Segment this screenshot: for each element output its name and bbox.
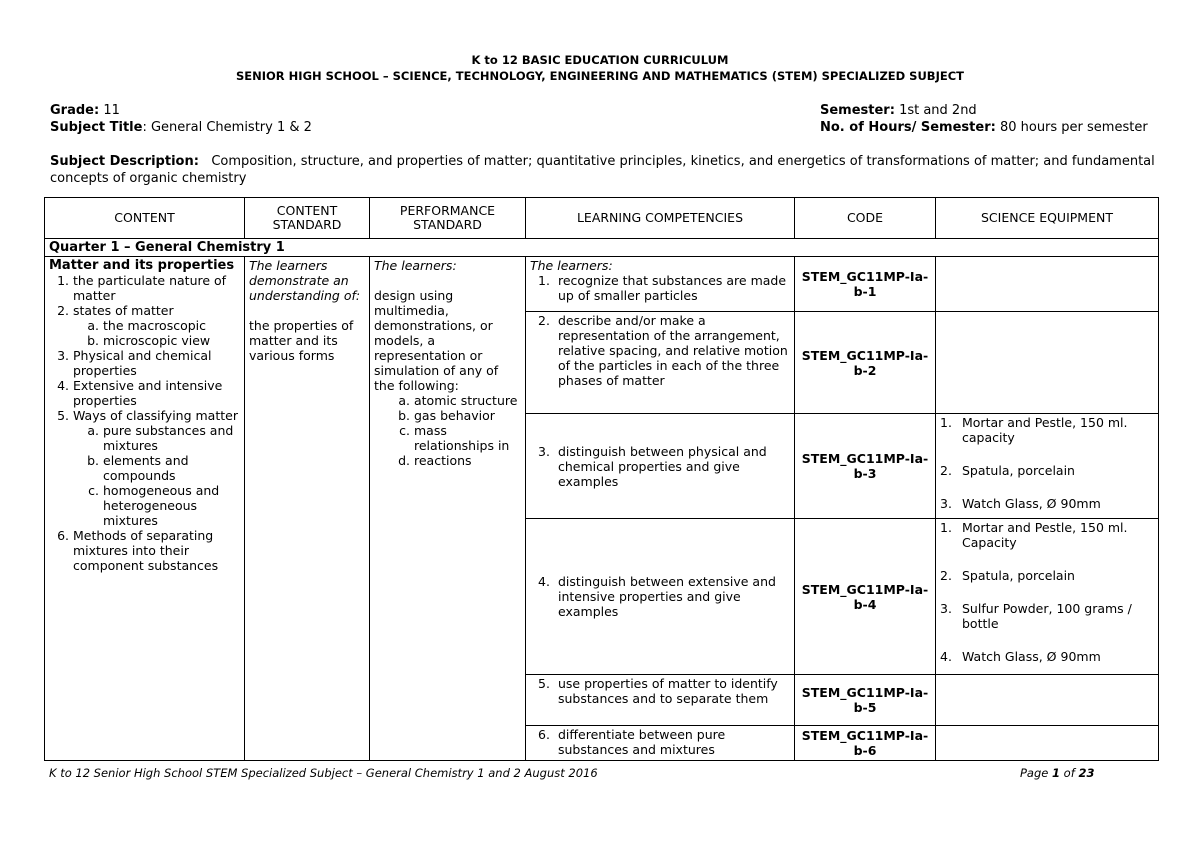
table-header-row: [45, 198, 1159, 239]
hours-label: No. of Hours/ Semester:: [820, 120, 996, 135]
content-item: 4. Extensive and intensive properties: [73, 378, 240, 408]
equipment-item: Watch Glass, Ø 90mm: [962, 649, 1101, 664]
semester-line: [820, 103, 977, 118]
equipment-cell: [936, 675, 1159, 726]
performance-standard-body: design using multimedia, demonstrations, or models, a representation or simulation of any of the following:: [374, 288, 499, 393]
equipment-cell: [936, 414, 1159, 519]
competency-text: use properties of matter to identify substances and to separate them: [558, 676, 778, 706]
page-number: Page 1 of 23: [1020, 766, 1095, 780]
performance-standard-cell: [370, 257, 526, 761]
competency-text: describe and/or make a representation of the arrangement, relative spacing, and relative motion of the particles in each of the three phases of matter: [558, 313, 788, 388]
content-item: 1. the particulate nature of matter: [73, 273, 240, 303]
content-subitem: c. homogeneous and heterogeneous mixtures: [103, 483, 240, 528]
competency-number: 4.: [538, 574, 550, 589]
competency-cell: [526, 519, 795, 675]
equipment-number: 2.: [940, 463, 952, 478]
equipment-item: Sulfur Powder, 100 grams / bottle: [962, 601, 1132, 631]
competency-number: 1.: [538, 273, 550, 288]
content-subitem: b. elements and compounds: [103, 453, 240, 483]
equipment-item: Spatula, porcelain: [962, 463, 1075, 478]
competency-cell: [526, 726, 795, 761]
content-item: 6. Methods of separating mixtures into their component substances: [73, 528, 240, 573]
grade-line: [50, 103, 120, 118]
competency-text: recognize that substances are made up of smaller particles: [558, 273, 787, 303]
equipment-number: 3.: [940, 601, 952, 616]
content-item: 3. Physical and chemical properties: [73, 348, 240, 378]
desc-value: Composition, structure, and properties of matter; quantitative principles, kinetics, and energetics of transformations of matter; and fundamental concepts of organic chemistry: [50, 154, 1155, 186]
equipment-number: 4.: [940, 649, 952, 664]
subject-description: [50, 153, 1160, 187]
equipment-cell: [936, 312, 1159, 414]
table-row: [45, 257, 1159, 312]
quarter-row: [45, 239, 1159, 257]
doc-title-line2: SENIOR HIGH SCHOOL – SCIENCE, TECHNOLOGY, ENGINEERING AND MATHEMATICS (STEM) SPECIALIZED SUBJECT: [235, 69, 964, 83]
performance-item: d. reactions: [414, 453, 521, 468]
code-cell: STEM_GC11MP-Ia-b-3: [795, 414, 936, 519]
content-subitem: a. the macroscopic: [103, 318, 240, 333]
competency-cell: [526, 312, 795, 414]
subject-label: Subject Title: [50, 120, 143, 135]
equipment-number: 1.: [940, 520, 952, 535]
col-header-science-equipment: SCIENCE EQUIPMENT: [936, 198, 1159, 239]
performance-item: c. mass relationships in: [414, 423, 521, 453]
curriculum-table: [44, 197, 1159, 761]
code-cell: STEM_GC11MP-Ia-b-2: [795, 312, 936, 414]
competency-text: differentiate between pure substances and mixtures: [558, 727, 726, 757]
col-header-performance-standard: PERFORMANCE STANDARD: [370, 198, 526, 239]
semester-label: Semester:: [820, 103, 895, 118]
competency-number: 6.: [538, 727, 550, 742]
footer-text: K to 12 Senior High School STEM Specialized Subject – General Chemistry 1 and 2 August 2016: [49, 766, 598, 780]
code-cell: STEM_GC11MP-Ia-b-1: [795, 257, 936, 312]
competency-cell: [526, 257, 795, 312]
competency-number: 2.: [538, 313, 550, 328]
col-header-code: CODE: [795, 198, 936, 239]
hours-value: 80 hours per semester: [999, 120, 1148, 135]
performance-standard-intro: The learners:: [374, 258, 457, 273]
performance-item: b. gas behavior: [414, 408, 521, 423]
col-header-content-standard: CONTENT STANDARD: [245, 198, 370, 239]
hours-line: [820, 120, 1148, 135]
equipment-number: 2.: [940, 568, 952, 583]
equipment-cell: [936, 257, 1159, 312]
desc-label: Subject Description:: [50, 154, 199, 169]
quarter-label: Quarter 1 – General Chemistry 1: [49, 240, 285, 255]
competency-intro: The learners:: [530, 258, 613, 273]
grade-value: 11: [103, 103, 120, 118]
content-standard-cell: [245, 257, 370, 761]
content-standard-body: the properties of matter and its various forms: [249, 318, 354, 363]
code-cell: STEM_GC11MP-Ia-b-6: [795, 726, 936, 761]
subject-value: : General Chemistry 1 & 2: [142, 120, 312, 135]
competency-text: distinguish between physical and chemical properties and give examples: [558, 443, 767, 489]
code-cell: STEM_GC11MP-Ia-b-5: [795, 675, 936, 726]
performance-item: a. atomic structure: [414, 393, 521, 408]
equipment-item: Mortar and Pestle, 150 ml. capacity: [962, 415, 1128, 445]
equipment-cell: [936, 519, 1159, 675]
content-title: Matter and its properties: [49, 258, 235, 273]
col-header-content: CONTENT: [45, 198, 245, 239]
content-item: 2. states of matter a. the macroscopic b. microscopic view: [73, 303, 240, 348]
competency-number: 5.: [538, 676, 550, 691]
equipment-cell: [936, 726, 1159, 761]
content-item: 5. Ways of classifying matter a. pure substances and mixtures b. elements and compounds c. homogeneous and heterogeneous mixtures: [73, 408, 240, 528]
content-cell: [45, 257, 245, 761]
equipment-item: Mortar and Pestle, 150 ml. Capacity: [962, 520, 1128, 550]
competency-cell: [526, 414, 795, 519]
competency-cell: [526, 675, 795, 726]
content-subitem: b. microscopic view: [103, 333, 240, 348]
col-header-learning-competencies: LEARNING COMPETENCIES: [526, 198, 795, 239]
equipment-number: 1.: [940, 415, 952, 430]
grade-label: Grade:: [50, 103, 100, 118]
doc-title-line1: K to 12 BASIC EDUCATION CURRICULUM: [471, 53, 729, 67]
content-standard-intro: The learners demonstrate an understanding of:: [249, 258, 361, 303]
competency-number: 3.: [538, 443, 550, 459]
semester-value: 1st and 2nd: [899, 103, 977, 118]
code-cell: STEM_GC11MP-Ia-b-4: [795, 519, 936, 675]
content-subitem: a. pure substances and mixtures: [103, 423, 240, 453]
equipment-item: Spatula, porcelain: [962, 568, 1075, 583]
subject-line: [50, 120, 312, 135]
equipment-item: Watch Glass, Ø 90mm: [962, 496, 1101, 511]
competency-text: distinguish between extensive and intensive properties and give examples: [558, 574, 776, 619]
equipment-number: 3.: [940, 496, 952, 511]
